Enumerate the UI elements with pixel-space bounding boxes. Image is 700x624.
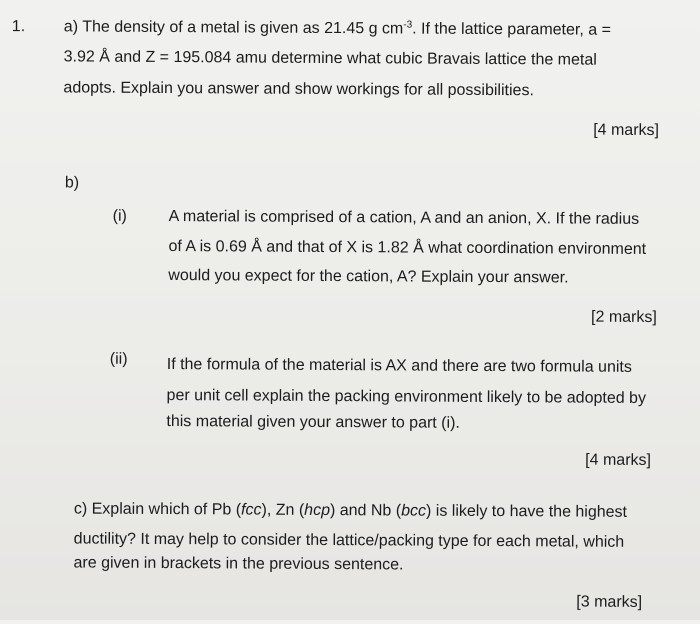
- part-a-line-1: [64, 18, 611, 39]
- part-c-line-3: are given in brackets in the previous sentence.: [73, 554, 404, 574]
- part-b-label: b): [64, 174, 80, 192]
- density-exponent: -3: [403, 19, 413, 31]
- part-a-line-3: adopts. Explain you answer and show workings for all possibilities.: [63, 79, 534, 100]
- part-c-text-3: ) and Nb (: [329, 502, 402, 520]
- part-c-text-1: c) Explain which of Pb (: [73, 500, 242, 519]
- hcp-label: hcp: [304, 501, 331, 520]
- part-c-line-1: [74, 500, 627, 521]
- part-b-ii-line-3: this material given your answer to part (i).: [166, 413, 460, 432]
- part-a-line-1-text: a) The density of a metal is given as 21.45 g cm: [63, 18, 404, 38]
- part-a-marks: [4 marks]: [593, 121, 660, 140]
- part-b-i-marks: [2 marks]: [591, 308, 657, 327]
- bcc-label: bcc: [401, 502, 427, 520]
- fcc-label: fcc: [241, 501, 262, 519]
- part-b-ii-marks: [4 marks]: [585, 451, 652, 469]
- part-b-ii-label: (ii): [109, 350, 128, 368]
- part-c-marks: [3 marks]: [576, 593, 643, 611]
- part-b-ii-line-2: per unit cell explain the packing environment likely to be adopted by: [166, 387, 647, 407]
- part-a-line-1-tail: . If the lattice parameter, a =: [412, 20, 612, 39]
- part-c-line-2: ductility? It may help to consider the lattice/packing type for each metal, which: [73, 530, 625, 551]
- part-b-i-line-1: A material is comprised of a cation, A and an anion, X. If the radius: [168, 208, 640, 228]
- question-number: 1.: [11, 18, 26, 36]
- part-b-i-label: (i): [112, 207, 127, 225]
- part-c-text-4: ) is likely to have the highest: [425, 502, 628, 521]
- part-b-i-line-2: of A is 0.69 Å and that of X is 1.82 Å what coordination environment: [168, 238, 647, 258]
- part-a-line-2: 3.92 Å and Z = 195.084 amu determine what cubic Bravais lattice the metal: [63, 48, 597, 69]
- part-c-text-2: ), Zn (: [261, 501, 305, 519]
- part-b-ii-line-1: If the formula of the material is AX and there are two formula units: [166, 356, 632, 376]
- part-b-i-line-3: would you expect for the cation, A? Explain your answer.: [168, 267, 569, 287]
